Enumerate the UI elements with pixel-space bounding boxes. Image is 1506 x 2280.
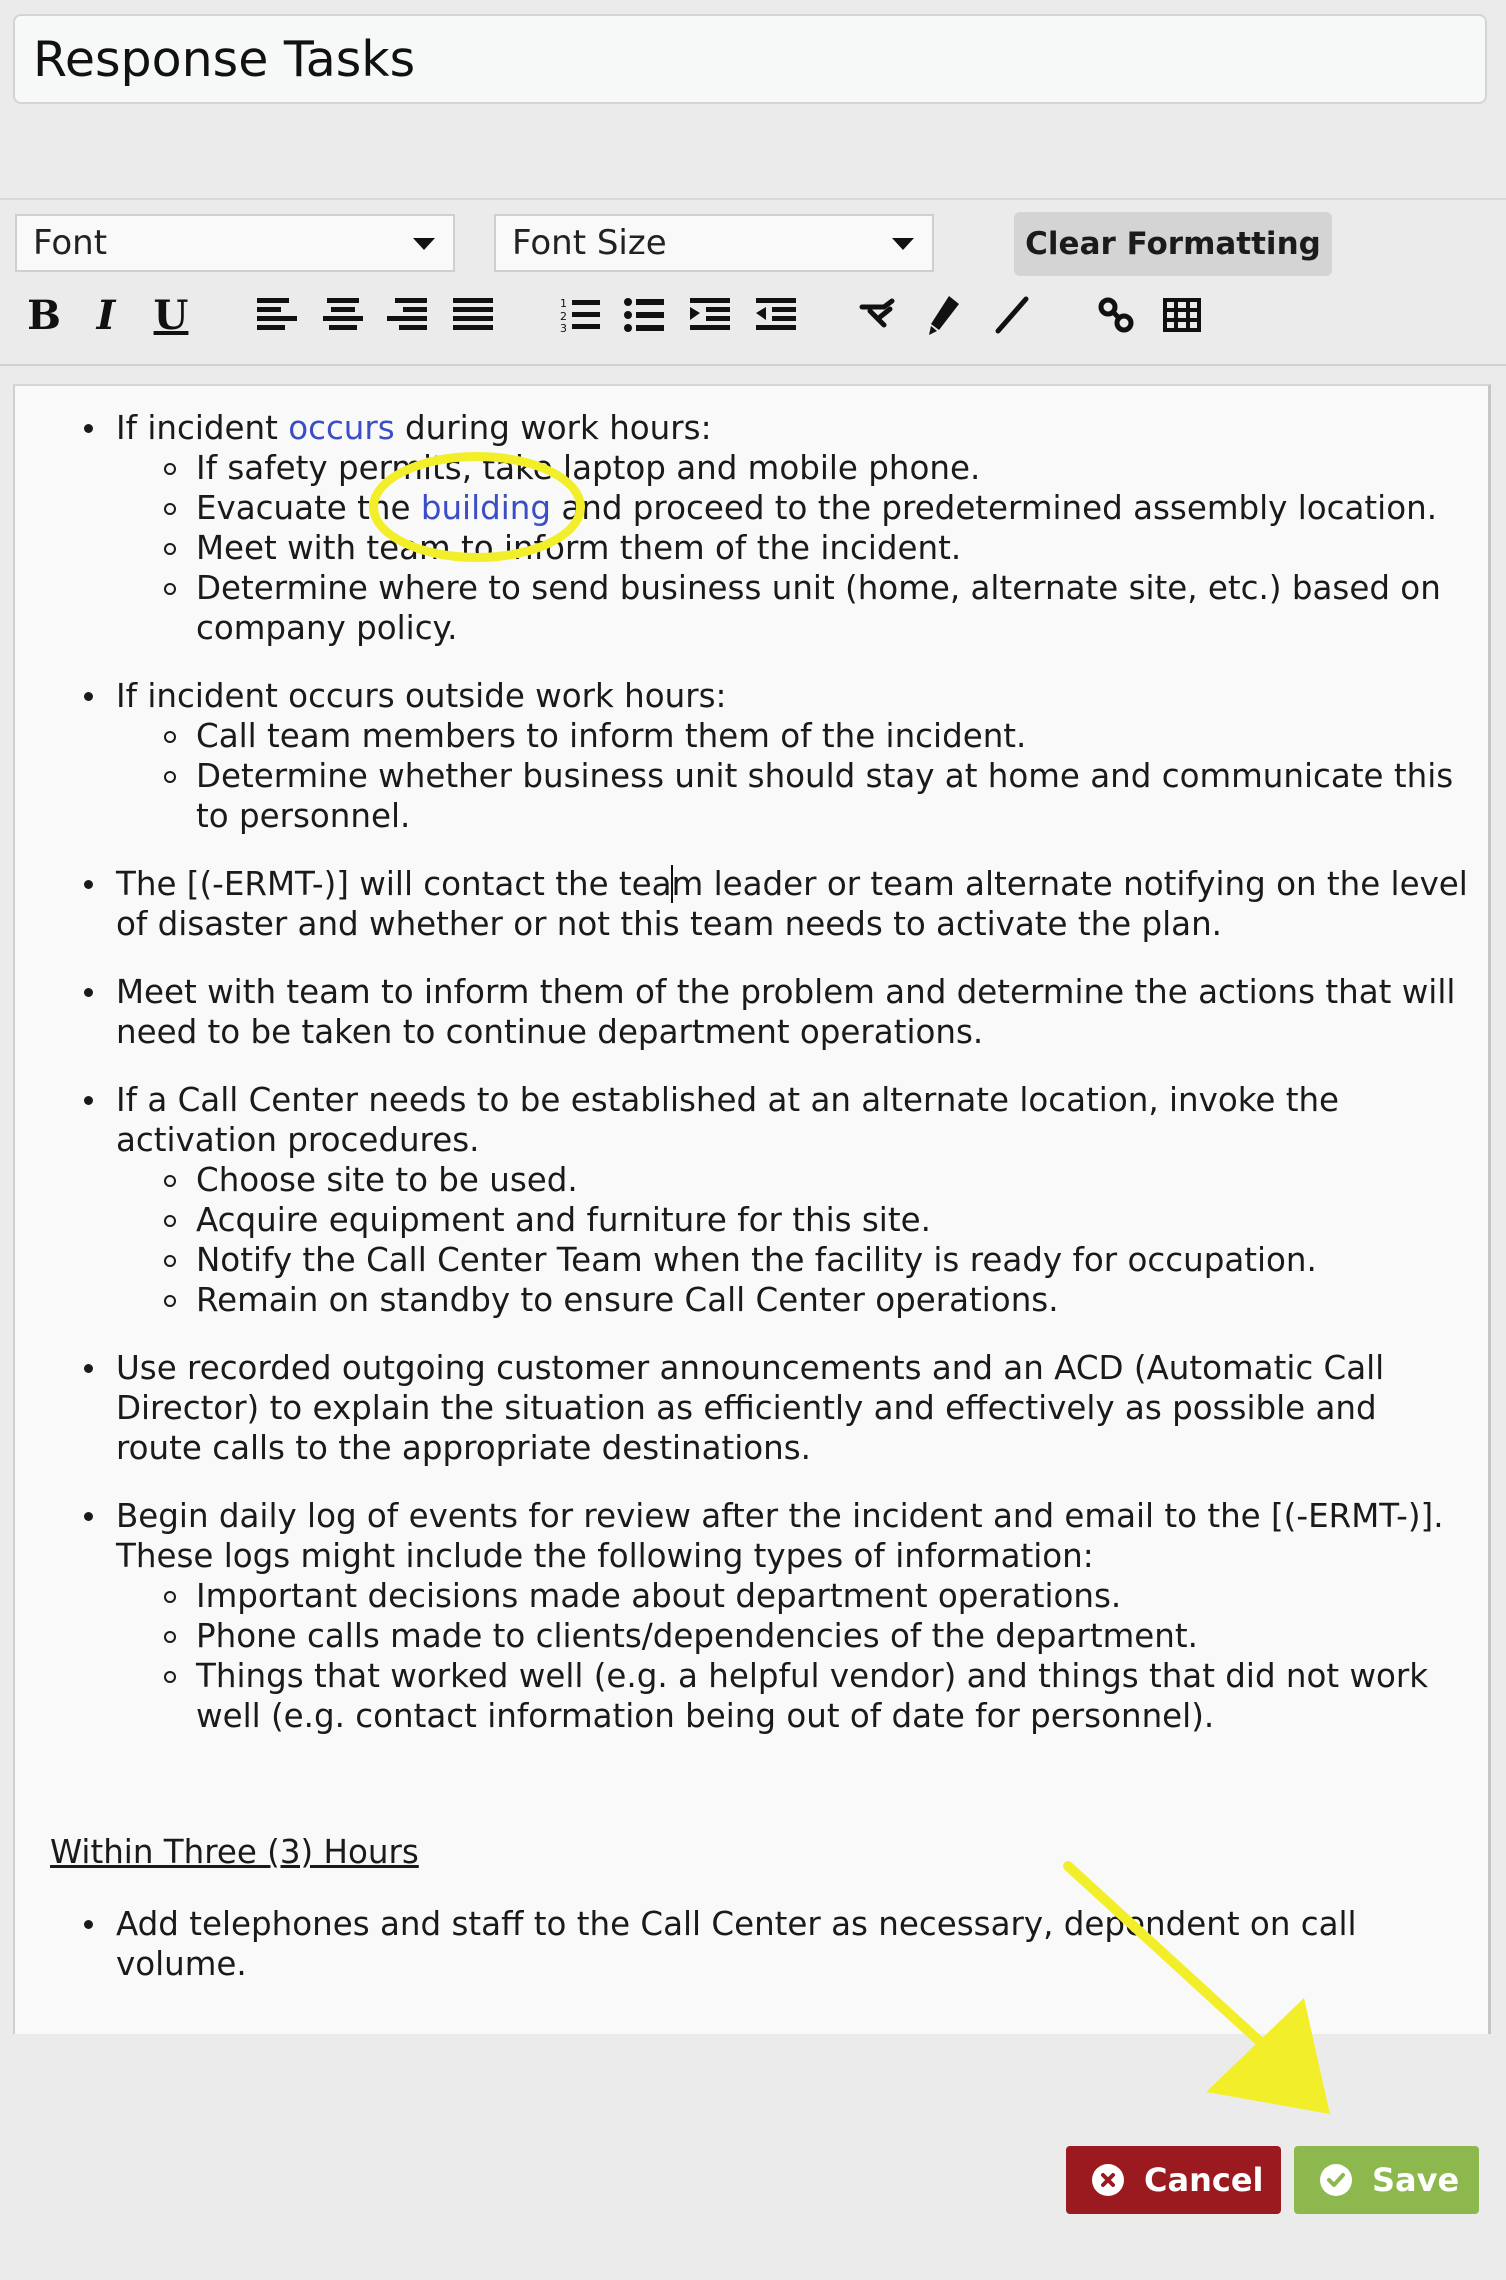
list-item: Meet with team to inform them of the problem and determine the actions that will need to be taken to continue department operations. — [36, 972, 1468, 1052]
checkmark-icon — [1320, 2164, 1352, 2196]
sub-list-item: Determine where to send business unit (home, alternate site, etc.) based on company policy. — [36, 568, 1468, 648]
clear-formatting-button[interactable]: Clear Formatting — [1014, 212, 1332, 276]
bold-button[interactable]: B — [27, 291, 61, 339]
sub-list-item: Notify the Call Center Team when the facility is ready for occupation. — [36, 1240, 1468, 1280]
list-item — [36, 1496, 1468, 1736]
list-item-text: If incident — [116, 409, 289, 447]
text-color-icon[interactable] — [856, 292, 900, 338]
font-size-select[interactable] — [494, 214, 934, 272]
list-item-text: Evacuate the — [196, 489, 421, 527]
list-item — [36, 676, 1468, 836]
svg-text:2: 2 — [560, 310, 567, 323]
save-button[interactable] — [1294, 2146, 1479, 2214]
table-icon[interactable] — [1162, 292, 1202, 338]
chevron-down-icon — [892, 238, 914, 250]
sub-list-item: Remain on standby to ensure Call Center operations. — [36, 1280, 1468, 1320]
align-right-icon[interactable] — [386, 292, 428, 338]
sub-list-item: Things that worked well (e.g. a helpful vendor) and things that did not work well (e.g. contact information being out of date for personnel). — [36, 1656, 1468, 1736]
align-left-icon[interactable] — [256, 292, 298, 338]
list-item — [36, 408, 1468, 648]
chevron-down-icon — [413, 238, 435, 250]
align-justify-icon[interactable] — [452, 292, 494, 338]
italic-button[interactable]: I — [96, 291, 116, 339]
list-item-text: and proceed to the predetermined assembly location. — [551, 489, 1438, 527]
draw-line-icon[interactable] — [992, 292, 1032, 338]
hyperlink[interactable]: occurs — [288, 409, 395, 447]
cancel-button[interactable] — [1066, 2146, 1281, 2214]
list-item-text: If a Call Center needs to be established at an alternate location, invoke the activation procedures. — [116, 1081, 1340, 1159]
sub-list-item: Call team members to inform them of the incident. — [36, 716, 1468, 756]
editor-toolbar — [0, 198, 1506, 366]
font-select-label: Font — [33, 223, 108, 263]
sub-list-item: Meet with team to inform them of the incident. — [36, 528, 1468, 568]
sub-list-item: Phone calls made to clients/dependencies of the department. — [36, 1616, 1468, 1656]
sub-list-item — [36, 488, 1468, 528]
section-heading: Within Three (3) Hours — [50, 1833, 419, 1871]
save-label: Save — [1372, 2161, 1460, 2199]
list-item — [36, 1080, 1468, 1320]
close-icon — [1092, 2164, 1124, 2196]
link-icon[interactable] — [1096, 292, 1136, 338]
indent-icon[interactable] — [688, 292, 732, 338]
font-size-select-label: Font Size — [512, 223, 667, 263]
underline-button[interactable]: U — [153, 291, 189, 339]
font-select[interactable] — [15, 214, 455, 272]
list-item: Use recorded outgoing customer announcements and an ACD (Automatic Call Director) to explain the situation as efficiently and effectively as possible and route calls to the appropriate destinations. — [36, 1348, 1468, 1468]
list-item: Add telephones and staff to the Call Center as necessary, dependent on call volume. — [36, 1904, 1468, 1984]
sub-list-item: Acquire equipment and furniture for this site. — [36, 1200, 1468, 1240]
response-task-list — [36, 408, 1468, 1736]
numbered-list-icon[interactable] — [558, 292, 602, 338]
list-item-text: If incident occurs outside work hours: — [116, 677, 727, 715]
bullet-list-icon[interactable] — [622, 292, 666, 338]
task-title-input[interactable] — [15, 16, 1485, 102]
highlight-circle-annotation — [369, 452, 585, 562]
list-item-text: The [(-ERMT-)] will contact the tea — [116, 865, 672, 903]
list-item-text: m leader or team alternate notifying on the level of disaster and whether or not this team needs to activate the plan. — [116, 865, 1468, 943]
arrow-annotation — [1050, 1848, 1350, 2128]
svg-text:1: 1 — [560, 297, 567, 310]
sub-list-item: Important decisions made about department operations. — [36, 1576, 1468, 1616]
svg-text:3: 3 — [560, 322, 567, 333]
editor-content[interactable] — [15, 386, 1488, 1984]
cancel-label: Cancel — [1144, 2161, 1264, 2199]
list-item-text: during work hours: — [394, 409, 712, 447]
list-item-text: Begin daily log of events for review after the incident and email to the [(-ERMT-)]. These logs might include the following types of information: — [116, 1497, 1444, 1575]
list-item — [36, 864, 1468, 944]
sub-list-item: If safety permits, take laptop and mobile phone. — [36, 448, 1468, 488]
outdent-icon[interactable] — [754, 292, 798, 338]
rich-text-editor[interactable] — [13, 384, 1491, 2034]
sub-list-item: Determine whether business unit should stay at home and communicate this to personnel. — [36, 756, 1468, 836]
task-title-field[interactable] — [13, 14, 1487, 104]
sub-list-item: Choose site to be used. — [36, 1160, 1468, 1200]
align-center-icon[interactable] — [322, 292, 364, 338]
hyperlink[interactable]: building — [420, 489, 551, 527]
highlighter-icon[interactable] — [924, 292, 964, 338]
